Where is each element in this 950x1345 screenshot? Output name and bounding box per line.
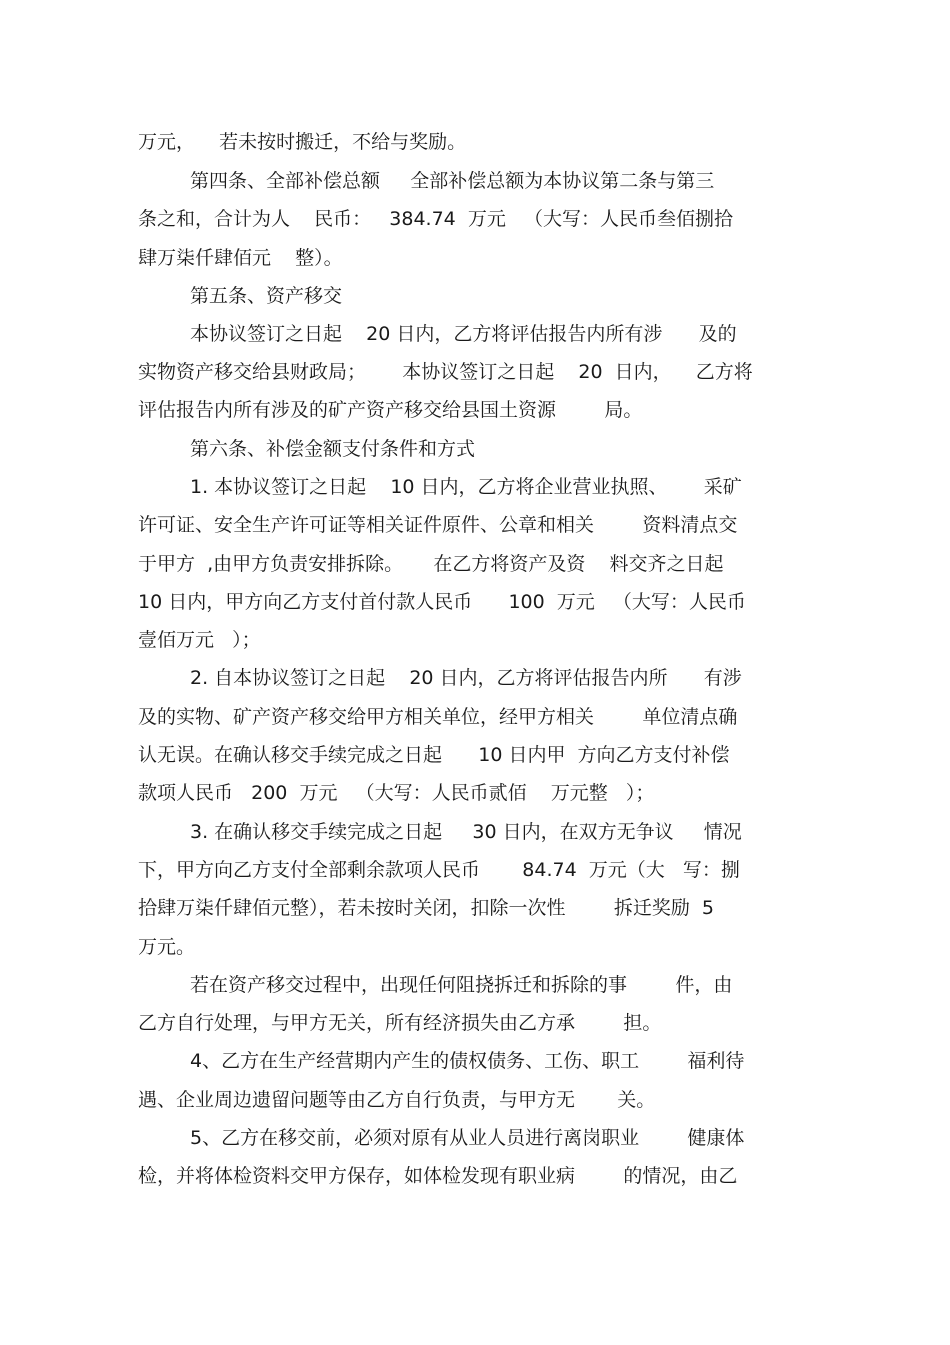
text-line: 及的实物、矿产资产移交给甲方相关单位，经甲方相关 单位清点确 <box>138 706 738 728</box>
text-line: 10 日内，甲方向乙方支付首付款人民币 100 万元 （大写：人民币 <box>138 591 746 613</box>
text-line: 认无误。在确认移交手续完成之日起 10 日内甲 方向乙方支付补偿 <box>138 744 730 766</box>
text-line: 肆万柒仟肆佰元 整）。 <box>138 247 343 269</box>
text-line: 款项人民币 200 万元 （大写：人民币贰佰 万元整 ）； <box>138 782 655 804</box>
text-line: 第四条、全部补偿总额 全部补偿总额为本协议第二条与第三 <box>190 170 715 192</box>
text-line: 遇、企业周边遗留问题等由乙方自行负责，与甲方无 关。 <box>138 1089 656 1111</box>
text-line: 1. 本协议签订之日起 10 日内，乙方将企业营业执照、 采矿 <box>190 476 742 498</box>
text-line: 壹佰万元 ）； <box>138 629 261 651</box>
text-line: 评估报告内所有涉及的矿产资产移交给县国土资源 局。 <box>138 399 643 421</box>
text-line: 万元。 <box>138 936 196 958</box>
text-line: 本协议签订之日起 20 日内，乙方将评估报告内所有涉 及的 <box>190 323 737 345</box>
text-line: 下，甲方向乙方支付全部剩余款项人民币 84.74 万元（大 写：捌 <box>138 859 740 881</box>
text-line: 5、乙方在移交前，必须对原有从业人员进行离岗职业 健康体 <box>190 1127 745 1149</box>
text-line: 乙方自行处理，与甲方无关，所有经济损失由乙方承 担。 <box>138 1012 662 1034</box>
text-line: 万元， 若未按时搬迁，不给与奖励。 <box>138 131 467 153</box>
text-line: 检，并将体检资料交甲方保存，如体检发现有职业病 的情况，由乙 <box>138 1165 738 1187</box>
text-line: 若在资产移交过程中，出现任何阻挠拆迁和拆除的事 件，由 <box>190 974 733 996</box>
text-line: 第六条、补偿金额支付条件和方式 <box>190 438 476 460</box>
text-line: 条之和，合计为人 民币： 384.74 万元 （大写：人民币叁佰捌拾 <box>138 208 733 230</box>
text-line: 实物资产移交给县财政局； 本协议签订之日起 20 日内， 乙方将 <box>138 361 753 383</box>
text-line: 4、乙方在生产经营期内产生的债权债务、工伤、职工 福利待 <box>190 1050 745 1072</box>
text-line: 2. 自本协议签订之日起 20 日内，乙方将评估报告内所 有涉 <box>190 667 742 689</box>
text-line: 第五条、资产移交 <box>190 285 343 307</box>
text-line: 于甲方 ,由甲方负责安排拆除。 在乙方将资产及资 料交齐之日起 <box>138 553 724 575</box>
text-line: 拾肆万柒仟肆佰元整），若未按时关闭，扣除一次性 拆迁奖励 5 <box>138 897 714 919</box>
text-line: 3. 在确认移交手续完成之日起 30 日内，在双方无争议 情况 <box>190 821 742 843</box>
text-line: 许可证、安全生产许可证等相关证件原件、公章和相关 资料清点交 <box>138 514 738 536</box>
